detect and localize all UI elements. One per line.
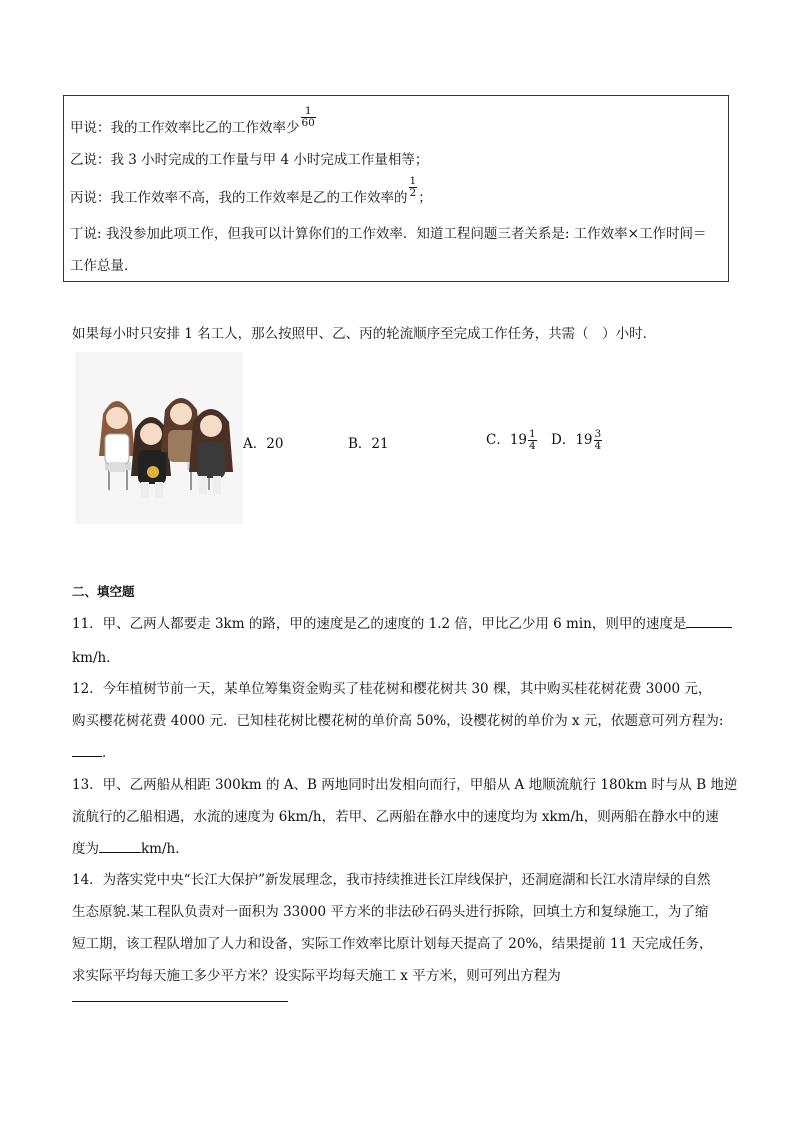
- option-d: D．19 $\frac{3}{4}$: [551, 428, 602, 452]
- q11-line2: km/h．: [72, 650, 120, 666]
- bing-statement: 丙说：我工作效率不高，我的工作效率是乙的工作效率的 $\frac{1}{2}$ ；: [70, 175, 432, 206]
- question-text: 如果每小时只安排 1 名工人，那么按照甲、乙、丙的轮流顺序至完成工作任务，共需（ ）小时．: [72, 326, 657, 342]
- ding-statement-line2: 工作总量．: [70, 258, 138, 274]
- q11-answer-blank[interactable]: [686, 627, 732, 628]
- q13-line1: 13．甲、乙两船从相距 300km 的 A、B 两地同时出发相向而行，甲船从 A 地顺流航行 180km 时与从 B 地逆: [72, 777, 738, 793]
- q14-line4: 求实际平均每天施工多少平方米？设实际平均每天施工 x 平方米，则可列出方程为: [72, 968, 561, 984]
- q13-line3: 度为 km/h．: [72, 841, 189, 857]
- q12-line2: 购买樱花树花费 4000 元．已知桂花树比樱花树的单价高 50%，设樱花树的单价为 x 元，依题意可列方程为:: [72, 713, 724, 729]
- q14-line1: 14．为落实党中央“长江大保护”新发展理念，我市持续推进长江岸线保护，还洞庭湖和长江水清岸绿的自然: [72, 872, 711, 888]
- jia-statement-text: 甲说：我的工作效率比乙的工作效率少: [70, 120, 300, 136]
- q13-line2: 流航行的乙船相遇，水流的速度为 6km/h，若甲、乙两船在静水中的速度均为 xkm/h，则两船在静水中的速: [72, 809, 719, 825]
- option-d-fraction: $\frac{3}{4}$: [594, 428, 602, 452]
- bing-statement-text: 丙说：我工作效率不高，我的工作效率是乙的工作效率的: [70, 190, 408, 206]
- q14-line3: 短工期，该工程队增加了人力和设备，实际工作效率比原计划每天提高了 20%，结果提前 11 天完成任务，: [72, 936, 713, 952]
- q14-line2: 生态原貌.某工程队负责对一面积为 33000 平方米的非法砂石码头进行拆除，回填土方和复绿施工，为了缩: [72, 904, 709, 920]
- section-title: 二、填空题: [72, 584, 135, 599]
- q14-answer-blank[interactable]: [72, 1001, 288, 1002]
- bing-fraction: $\frac{1}{2}$: [409, 175, 417, 199]
- jia-statement: [70, 106, 317, 148]
- yi-statement: 乙说：我 3 小时完成的工作量与甲 4 小时完成工作量相等；: [70, 152, 429, 168]
- option-c: C．19 $\frac{1}{4}$: [486, 428, 536, 452]
- option-b: B．21: [348, 436, 389, 452]
- jia-fraction: $\frac{1}{60}$: [301, 105, 315, 129]
- q12-answer-blank[interactable]: [72, 756, 102, 757]
- q12-line3: ．: [72, 741, 116, 761]
- q12-line1: 12．今年植树节前一天，某单位筹集资金购买了桂花树和樱花树共 30 棵，其中购买桂花树花费 3000 元，: [72, 681, 712, 697]
- q11-line1: 11．甲、乙两人都要走 3km 的路，甲的速度是乙的速度的 1.2 倍，甲比乙少用 6 min，则甲的速度是: [72, 612, 732, 632]
- q13-answer-blank[interactable]: [99, 852, 141, 853]
- option-c-fraction: $\frac{1}{4}$: [529, 428, 536, 452]
- ding-statement-line1: 丁说: 我没参加此项工作，但我可以计算你们的工作效率．知道工程问题三者关系是: 工作效率×工作时间＝: [70, 226, 707, 242]
- option-a: A．20: [243, 436, 284, 452]
- illustration-image: [75, 352, 243, 524]
